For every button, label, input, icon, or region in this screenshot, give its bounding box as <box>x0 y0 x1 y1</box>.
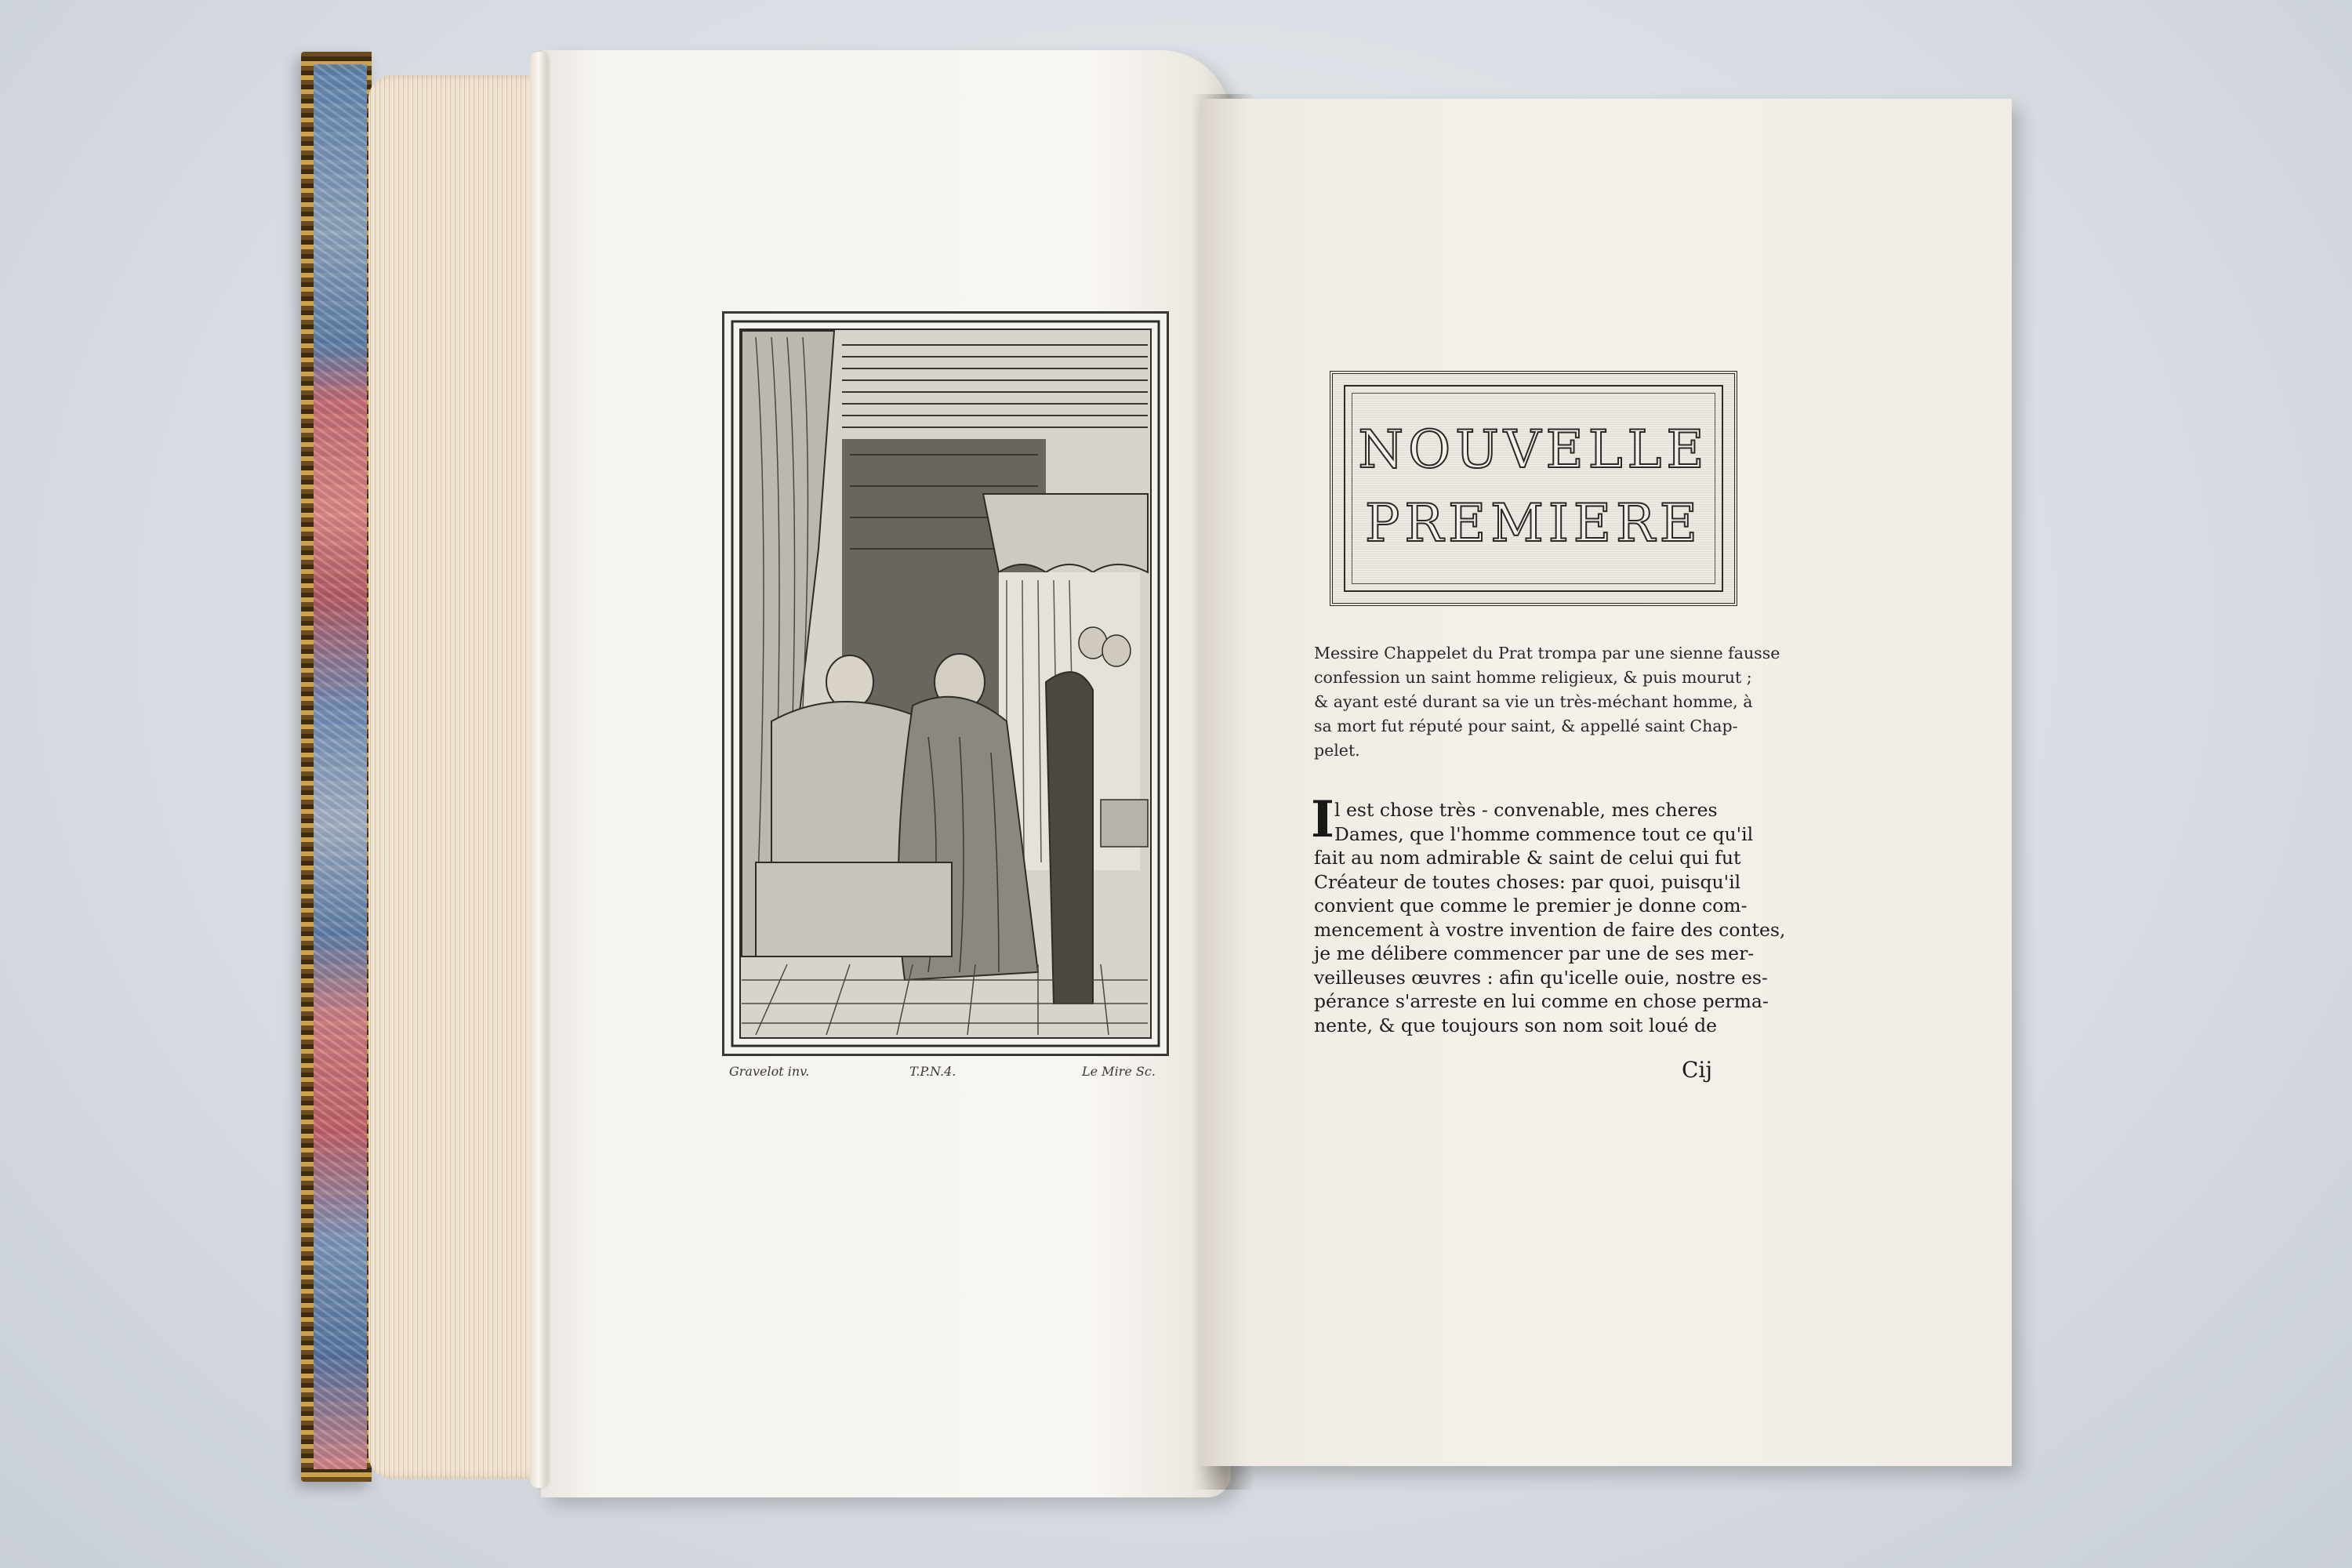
chapter-title-line-1: NOUVELLE <box>1358 419 1709 480</box>
engraving-caption-plate: T.P.N.4. <box>909 1064 956 1079</box>
body-line: fait au nom admirable & saint de celui qui fut <box>1314 847 1741 869</box>
drop-cap: I <box>1311 790 1334 849</box>
summary-line: sa mort fut réputé pour saint, & appellé saint Chap- <box>1314 717 1738 735</box>
marbled-endpaper <box>314 64 367 1469</box>
engraving-caption-artist: Gravelot inv. <box>729 1064 810 1079</box>
page-strap <box>530 52 547 1488</box>
engraving-caption-engraver: Le Mire Sc. <box>1082 1064 1156 1079</box>
chapter-title-box <box>1330 371 1737 606</box>
engraving-illustration <box>722 311 1169 1056</box>
summary-line: & ayant esté durant sa vie un très-méchant homme, à <box>1314 692 1753 711</box>
body-line: je me délibere commencer par une de ses mer- <box>1314 942 1755 964</box>
right-page <box>1200 99 2012 1466</box>
body-line: l est chose très - convenable, mes cheres <box>1334 799 1718 821</box>
page-block <box>368 75 549 1479</box>
chapter-summary <box>1314 641 1780 763</box>
engraving-scene <box>724 314 1167 1054</box>
body-line: convient que comme le premier je donne com- <box>1314 895 1748 916</box>
body-line: Dames, que l'homme commence tout ce qu'il <box>1334 822 1754 845</box>
body-line: mencement à vostre invention de faire des contes, <box>1314 918 1786 941</box>
body-text <box>1314 798 1786 1037</box>
summary-line: Messire Chappelet du Prat trompa par une sienne fausse <box>1314 644 1780 662</box>
summary-line: confession un saint homme religieux, & puis mourut ; <box>1314 668 1752 687</box>
signature-mark: Cij <box>1682 1057 1713 1083</box>
body-line: nente, & que toujours son nom soit loué de <box>1314 1014 1718 1036</box>
body-line: veilleuses œuvres : afin qu'icelle ouie, nostre es- <box>1314 966 1768 989</box>
body-line: pérance s'arreste en lui comme en chose perma- <box>1314 990 1769 1012</box>
chapter-title-line-2: PREMIERE <box>1365 493 1702 554</box>
summary-line: pelet. <box>1314 741 1360 760</box>
body-line: Créateur de toutes choses: par quoi, puisqu'il <box>1314 870 1741 893</box>
